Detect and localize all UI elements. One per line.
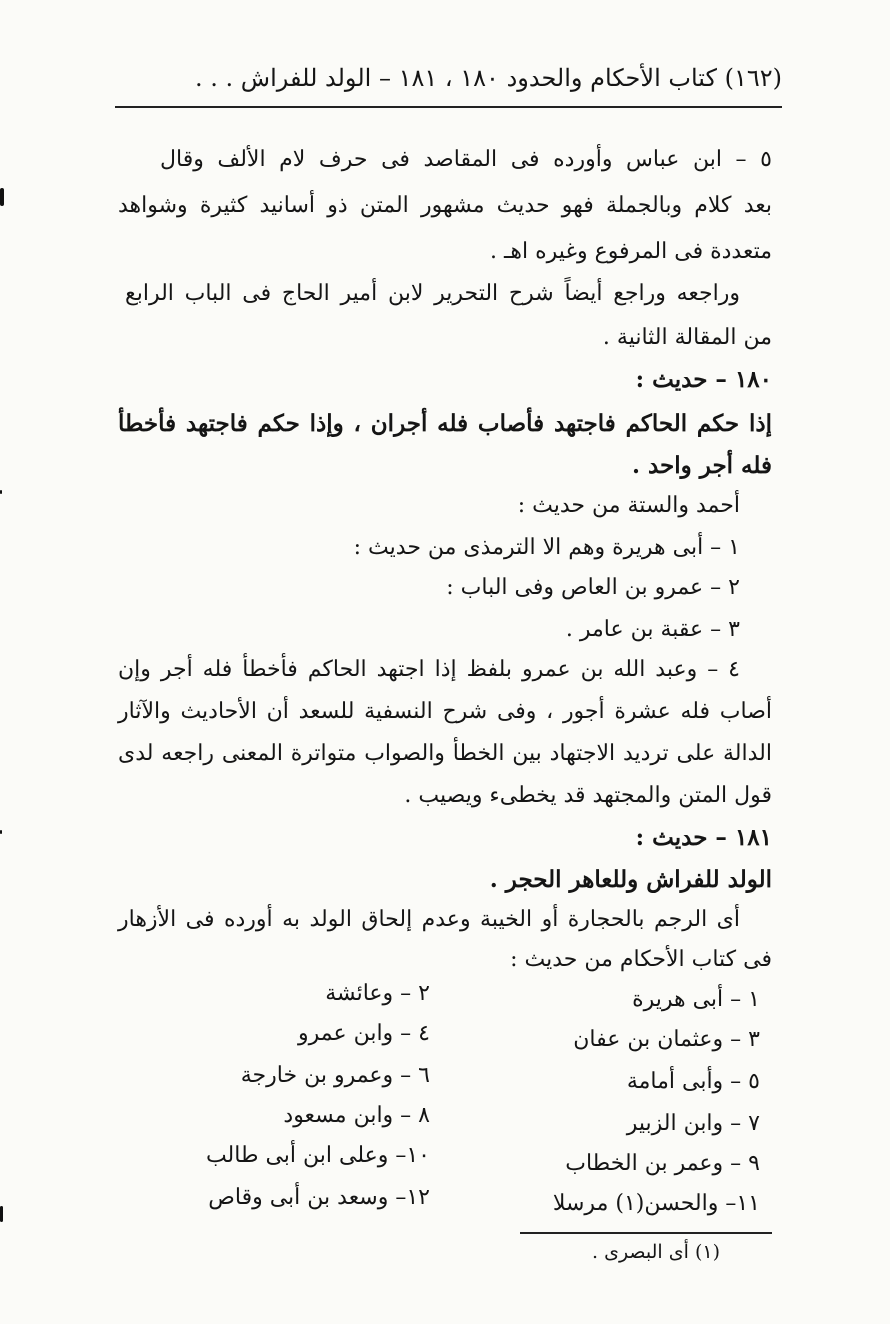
footnote-rule	[520, 1232, 772, 1234]
hadith-heading-181: ١٨١ – حديث :	[635, 824, 772, 851]
source-line: أحمد والستة من حديث :	[517, 493, 740, 518]
text-line: قول المتن والمجتهد قد يخطىء ويصيب .	[404, 783, 772, 808]
scan-margin-mark	[0, 1206, 3, 1222]
hadith-text: إذا حكم الحاكم فاجتهد فأصاب فله أجران ، وإذا حكم فاجتهد فأخطأ	[118, 410, 772, 437]
list-item: ١٠– وعلى ابن أبى طالب	[205, 1143, 430, 1168]
scan-margin-mark	[0, 830, 2, 834]
list-item: ١١– والحسن(١) مرسلا	[552, 1191, 760, 1216]
list-item: ٥ – وأبى أمامة	[626, 1069, 760, 1094]
text-line: ٤ – وعبد الله بن عمرو بلفظ إذا اجتهد الحاكم فأخطأ فله أجر وإن	[118, 657, 740, 682]
hadith-heading-180: ١٨٠ – حديث :	[635, 366, 772, 393]
scan-margin-mark	[0, 188, 4, 206]
scan-margin-mark	[0, 490, 2, 494]
text-line: الدالة على ترديد الاجتهاد بين الخطأ والصواب متواترة المعنى راجعه لدى	[118, 741, 772, 766]
source-line: ٣ – عقبة بن عامر .	[565, 617, 740, 642]
text-line: فى كتاب الأحكام من حديث :	[510, 947, 772, 972]
text-line: متعددة فى المرفوع وغيره اهـ .	[490, 239, 772, 264]
text-line: بعد كلام وبالجملة فهو حديث مشهور المتن ذو أسانيد كثيرة وشواهد	[118, 193, 772, 218]
list-item: ٣ – وعثمان بن عفان	[573, 1027, 760, 1052]
text-line: أصاب فله عشرة أجور ، وفى شرح النسفية للسعد أن الأحاديث والآثار	[118, 699, 772, 724]
footnote: (١) أى البصرى .	[592, 1241, 720, 1263]
source-line: ١ – أبى هريرة وهم الا الترمذى من حديث :	[353, 535, 740, 560]
hadith-text: الولد للفراش وللعاهر الحجر .	[489, 866, 772, 893]
text-line: من المقالة الثانية .	[602, 325, 772, 350]
header-rule	[115, 106, 782, 108]
text-line: أى الرجم بالحجارة أو الخيبة وعدم إلحاق الولد به أورده فى الأزهار	[118, 907, 740, 932]
list-item: ٢ – وعائشة	[325, 981, 430, 1006]
list-item: ١ – أبى هريرة	[632, 987, 760, 1012]
hadith-text: فله أجر واحد .	[631, 452, 772, 479]
text-line: ٥ – ابن عباس وأورده فى المقاصد فى حرف لام الألف وقال	[160, 147, 772, 172]
text-line: وراجعه وراجع أيضاً شرح التحرير لابن أمير الحاج فى الباب الرابع	[125, 281, 740, 306]
list-item: ٨ – وابن مسعود	[283, 1103, 430, 1128]
running-header: (١٦٢) كتاب الأحكام والحدود ١٨٠ ، ١٨١ – الولد للفراش . . .	[195, 64, 782, 92]
list-item: ٦ – وعمرو بن خارجة	[240, 1063, 430, 1088]
list-item: ٩ – وعمر بن الخطاب	[565, 1151, 760, 1176]
list-item: ٧ – وابن الزبير	[626, 1111, 760, 1136]
list-item: ١٢– وسعد بن أبى وقاص	[208, 1185, 430, 1210]
source-line: ٢ – عمرو بن العاص وفى الباب :	[446, 575, 740, 600]
list-item: ٤ – وابن عمرو	[297, 1021, 430, 1046]
